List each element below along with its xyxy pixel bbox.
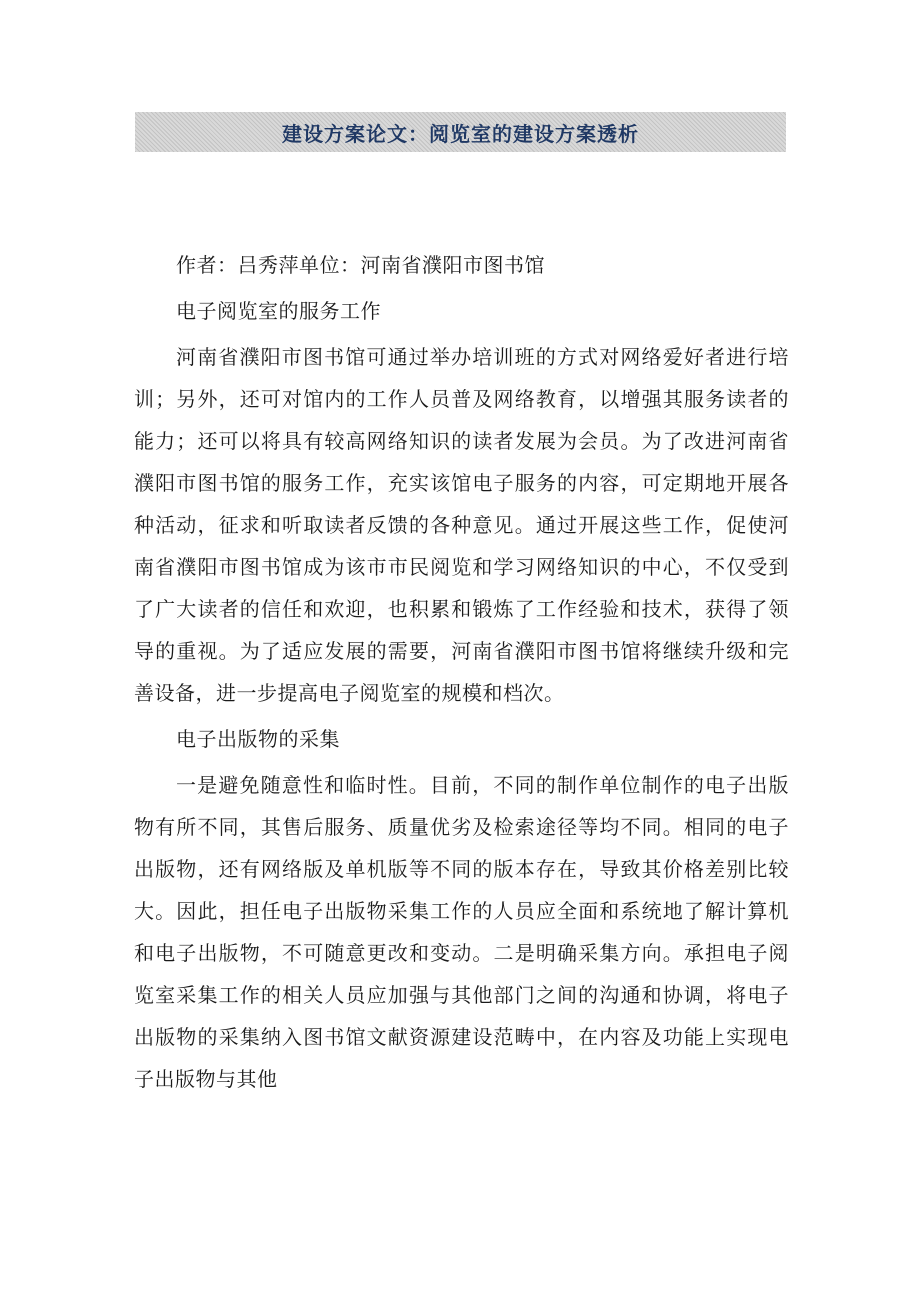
author-line: 作者：吕秀萍单位：河南省濮阳市图书馆 (176, 253, 545, 277)
document-title: 建设方案论文：阅览室的建设方案透析 (282, 121, 639, 146)
section-heading: 电子阅览室的服务工作 (176, 299, 381, 323)
section-heading: 电子出版物的采集 (176, 727, 340, 751)
document-title-banner (135, 112, 786, 152)
body-paragraph: 一是避免随意性和临时性。目前，不同的制作单位制作的电子出版物有所不同，其售后服务、质量优劣及检索途径等均不同。相同的电子出版物，还有网络版及单机版等不同的版本存在，导致其价格差别比较大。因此，担任电子出版物采集工作的人员应全面和系统地了解计算机和电子出版物，不可随意更改和变动。二是明确采集方向。承担电子阅览室采集工作的相关人员应加强与其他部门之间的沟通和协调，将电子出版物的采集纳入图书馆文献资源建设范畴中，在内容及功能上实现电子出版物与其他 (134, 773, 789, 1091)
document-body (134, 244, 789, 1104)
body-paragraph: 河南省濮阳市图书馆可通过举办培训班的方式对网络爱好者进行培训；另外，还可对馆内的工作人员普及网络教育，以增强其服务读者的能力；还可以将具有较高网络知识的读者发展为会员。为了改进河南省濮阳市图书馆的服务工作，充实该馆电子服务的内容，可定期地开展各种活动，征求和听取读者反馈的各种意见。通过开展这些工作，促使河南省濮阳市图书馆成为该市市民阅览和学习网络知识的中心，不仅受到了广大读者的信任和欢迎，也积累和锻炼了工作经验和技术，获得了领导的重视。为了适应发展的需要，河南省濮阳市图书馆将继续升级和完善设备，进一步提高电子阅览室的规模和档次。 (134, 345, 789, 705)
